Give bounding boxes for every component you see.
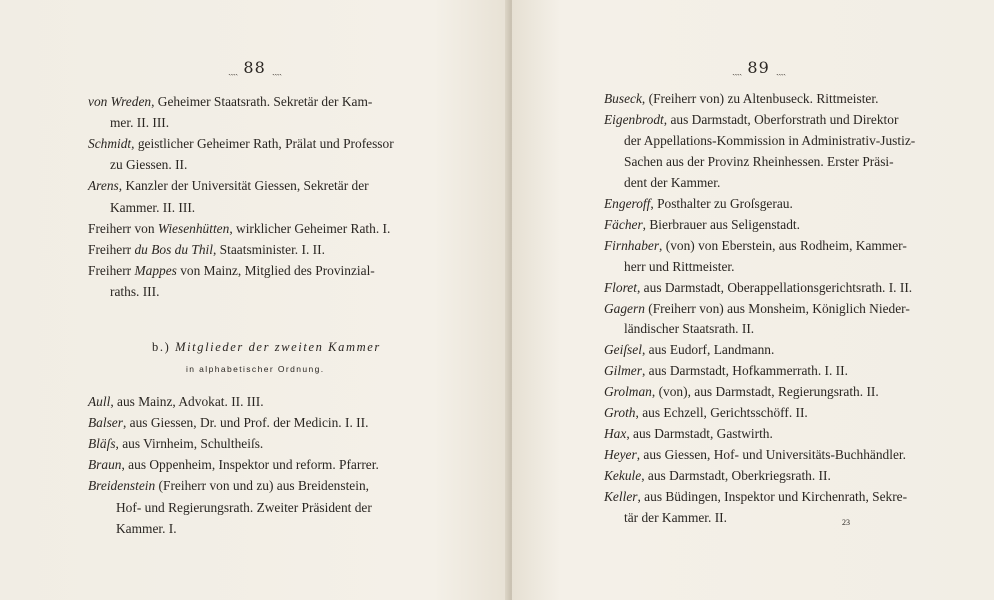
entry-text: , aus Büdingen, Inspektor und Kirchenrath, Sekre-	[637, 489, 908, 505]
entry-line	[116, 520, 177, 538]
entry-text: , aus Echzell, Gerichtsschöff. II.	[635, 405, 808, 421]
entry-line	[110, 283, 159, 301]
section-subheading: in alphabetischer Ordnung.	[186, 364, 325, 374]
entry-line	[604, 425, 773, 443]
entry-name: Kekule	[604, 468, 642, 484]
entry-line	[116, 499, 372, 517]
page-number-left	[228, 58, 281, 77]
entry-text: , aus Darmstadt, Oberforstrath und Direktor	[663, 111, 899, 127]
entry-line	[88, 241, 325, 259]
entry-text: , aus Darmstadt, Gastwirth.	[626, 426, 773, 442]
entry-text: (Freiherr von und zu) aus Breidenstein,	[155, 478, 370, 494]
entry-line	[88, 477, 369, 495]
entry-line	[604, 404, 808, 422]
entry-text: von Mainz, Mitglied des Provinzial-	[176, 262, 375, 278]
entry-prefix: Freiherr	[88, 241, 135, 257]
entry-name: Arens	[88, 178, 119, 194]
entry-text: (Freiherr von) aus Monsheim, Königlich Nieder-	[644, 300, 910, 316]
entry-line	[604, 216, 800, 234]
entry-line	[88, 393, 264, 411]
entry-name: von Wreden	[88, 94, 152, 109]
entry-name: Floret	[604, 279, 637, 295]
entry-name: Braun	[88, 457, 122, 473]
entry-line	[88, 135, 394, 153]
entry-text: , geistlicher Geheimer Rath, Prälat und Professor	[131, 136, 394, 152]
entry-line	[624, 509, 727, 527]
entry-prefix: Freiherr	[88, 262, 135, 278]
ornament-icon: ˎˎˎˎ	[775, 65, 786, 76]
entry-name: Keller	[604, 489, 638, 505]
entry-name: Heyer	[604, 447, 637, 463]
entry-line	[604, 90, 878, 108]
entry-name: Gilmer	[604, 363, 642, 379]
entry-line	[604, 237, 907, 255]
section-heading	[152, 340, 381, 355]
entry-name: Fächer	[604, 216, 643, 232]
ornament-icon: ˎˎˎˎ	[732, 65, 742, 76]
entry-text: tär der Kammer. II.	[624, 510, 727, 525]
entry-line	[624, 320, 754, 338]
entry-text: , aus Giessen, Hof- und Universitäts-Buchhändler.	[636, 447, 906, 463]
page-number: 88	[243, 58, 266, 77]
entry-line	[88, 93, 372, 111]
entry-name: Geiſsel	[604, 342, 642, 358]
entry-line	[88, 220, 390, 238]
entry-line	[88, 262, 375, 280]
entry-line	[604, 488, 907, 506]
entry-line	[604, 362, 848, 380]
entry-line	[110, 199, 195, 217]
entry-text: , (von) von Eberstein, aus Rodheim, Kammer-	[659, 237, 907, 253]
entry-text: , aus Darmstadt, Oberappellationsgerichtsrath. I. II.	[636, 279, 913, 295]
entry-line	[110, 114, 169, 132]
entry-text: Kammer. I.	[116, 520, 177, 536]
entry-name: Wiesenhütten	[157, 220, 230, 236]
page-number: 89	[747, 58, 770, 77]
entry-name: Grolman	[604, 384, 652, 400]
signature-mark: 23	[842, 518, 850, 527]
entry-text: , Kanzler der Universität Giessen, Sekretär der	[118, 178, 369, 194]
entry-name: Hax	[604, 426, 627, 442]
entry-text: , aus Giessen, Dr. und Prof. der Medicin. I. II.	[122, 415, 369, 431]
entry-name: Bläſs	[88, 436, 116, 452]
entry-line	[624, 132, 915, 150]
entry-name: Breidenstein	[88, 478, 156, 494]
entry-name: Eigenbrodt	[604, 111, 664, 127]
entry-line	[88, 435, 263, 453]
entry-line	[624, 258, 734, 276]
entry-text: , (Freiherr von) zu Altenbuseck. Rittmeister.	[641, 91, 879, 106]
entry-line	[604, 446, 906, 464]
entry-line	[604, 383, 879, 401]
entry-text: , Geheimer Staatsrath. Sekretär der Kam-	[151, 94, 373, 109]
entry-name: du Bos du Thil	[134, 241, 213, 257]
entry-line	[624, 153, 894, 171]
entry-text: Hof- und Regierungsrath. Zweiter Präsident der	[116, 499, 372, 515]
entry-text: , aus Eudorf, Landmann.	[641, 342, 775, 358]
entry-line	[604, 279, 912, 297]
entry-line	[604, 467, 831, 485]
entry-text: raths. III.	[110, 283, 160, 299]
entry-text: Sachen aus der Provinz Rheinhessen. Erster Präsi-	[624, 153, 894, 169]
entry-text: , aus Darmstadt, Hofkammerrath. I. II.	[641, 363, 848, 379]
entry-text: , (von), aus Darmstadt, Regierungsrath. II.	[651, 384, 879, 400]
entry-line	[624, 174, 720, 192]
entry-name: Engeroff	[604, 195, 651, 211]
page-number-right	[732, 58, 785, 77]
entry-line	[110, 156, 187, 174]
entry-name: Gagern	[604, 300, 645, 316]
entry-line	[604, 111, 898, 129]
entry-text: , aus Darmstadt, Oberkriegsrath. II.	[641, 468, 831, 484]
entry-text: zu Giessen. II.	[110, 157, 188, 173]
entry-line	[88, 414, 368, 432]
entry-text: , aus Oppenheim, Inspektor und reform. Pfarrer.	[121, 457, 379, 473]
entry-line	[604, 300, 910, 318]
section-label: b.)	[152, 340, 171, 354]
entry-text: herr und Rittmeister.	[624, 258, 735, 274]
entry-text: dent der Kammer.	[624, 174, 721, 190]
entry-name: Buseck	[604, 91, 642, 106]
section-title: Mitglieder der zweiten Kammer	[175, 340, 381, 354]
ornament-icon: ˎˎˎˎ	[228, 65, 238, 76]
entry-text: , aus Virnheim, Schultheiſs.	[115, 436, 264, 452]
entry-text: , Staatsminister. I. II.	[212, 241, 325, 257]
entry-text: , Posthalter zu Groſsgerau.	[650, 195, 793, 211]
entry-text: , aus Mainz, Advokat. II. III.	[110, 394, 264, 409]
entry-line	[88, 456, 379, 474]
ornament-icon: ˎˎˎˎ	[271, 65, 282, 76]
right-page	[512, 0, 994, 600]
entry-line	[88, 177, 369, 195]
entry-text: , wirklicher Geheimer Rath. I.	[229, 220, 391, 236]
entry-text: mer. II. III.	[110, 115, 170, 131]
entry-name: Groth	[604, 405, 636, 421]
entry-name: Firnhaber	[604, 237, 660, 253]
entry-text: Kammer. II. III.	[110, 199, 196, 215]
entry-text: der Appellations-Kommission in Administrativ-Justiz-	[624, 132, 916, 148]
entry-prefix: Freiherr von	[88, 220, 158, 236]
entry-text: ländischer Staatsrath. II.	[624, 321, 755, 337]
entry-text: , Bierbrauer aus Seligenstadt.	[642, 216, 800, 232]
entry-name: Aull	[88, 394, 111, 409]
entry-name: Mappes	[134, 262, 177, 278]
entry-line	[604, 341, 774, 359]
entry-line	[604, 195, 793, 213]
entry-name: Schmidt	[88, 136, 132, 152]
entry-name: Balser	[88, 415, 123, 431]
